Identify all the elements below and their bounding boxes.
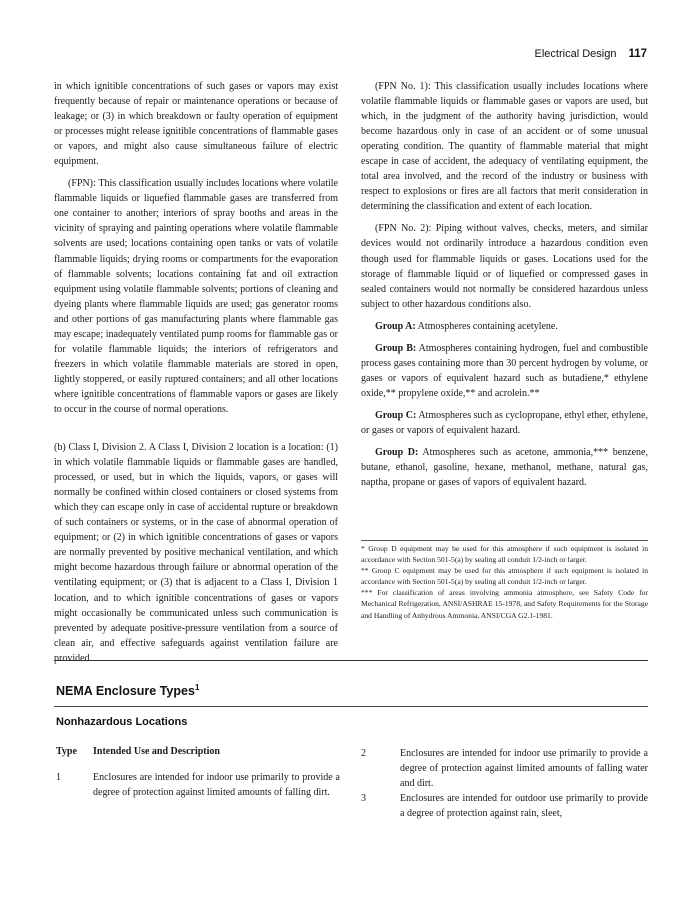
table-header-description: Intended Use and Description [93,746,220,757]
footnote-divider [361,540,648,541]
section-subtitle: Nonhazardous Locations [56,716,188,728]
group-label: Group C: [375,409,417,421]
fpn-2-paragraph: (FPN No. 2): Piping without valves, checks, meters, and similar devices would not ordinarily introduce a hazardous condition even though used for flammable liquids or gases. Locations used for the storage of flammable liquid or of liquefied or compressed gases in sealed containers would not normally be considered hazardous unless subject to other hazardous conditions also. [361,223,648,310]
footnotes [361,543,648,621]
section-top-rule [54,660,648,661]
group-b-paragraph: Group B: Atmospheres containing hydrogen, fuel and combustible process gases containing more than 30 percent hydrogen by volume, or gases or vapors of equivalent hazard such as butadiene,* ethylene oxide,** propylene oxide,** and acrolein.** [361,342,648,399]
group-d-paragraph: Group D: Atmospheres such as acetone, ammonia,*** benzene, butane, ethanol, gasoline, hexane, methanol, methane, natural gas, naptha, propane or gases of vapors of equivalent hazard. [361,447,648,489]
row-type: 3 [361,793,366,804]
left-column [54,79,338,666]
footnote: ** Group C equipment may be used for this atmosphere if such equipment is isolated in accordance with Section 501-5(a) by sealing all conduit 1/2-inch or larger. [361,566,648,587]
section-mid-rule [54,706,648,707]
fpn-paragraph: (FPN): This classification usually includes locations where volatile flammable liquids or liquefied flammable gases are transferred from one container to another; interiors of spray booths and areas in the vicinity of spraying and painting operations where volatile flammable solvents are used; locations containing open tanks or vats of volatile flammable liquids; drying rooms or compartments for the evaporation of flammable solvents; locations containing fat and oil extraction equipment using volatile flammable solvents; portions of cleaning and dyeing plants where flammable liquids are used; gas generator rooms and other portions of gas manufacturing plants where flammable gas may escape; inadequately ventilated pump rooms for flammable gas or for volatile flammable liquids; the interiors of refrigerators and freezers in which volatile flammable materials are stored in open, lightly stoppered, or easily ruptured containers; and all other locations where ignitible concentrations of flammable vapors or gases are likely to occur in the course of normal operations. [54,178,338,415]
page-number: 117 [628,48,647,60]
row-description: Enclosures are intended for indoor use primarily to provide a degree of protection against limited amounts of falling dirt. [93,772,340,799]
footnote-ref: 1 [194,683,200,692]
group-a-paragraph: Group A: Atmospheres containing acetylene. [375,320,558,332]
running-header [535,48,647,60]
row-type: 2 [361,748,366,759]
paragraph: in which ignitible concentrations of such gases or vapors may exist frequently because of repair or maintenance operations or because of leakage; or (3) in which breakdown or faulty operation of equipment or processes might release ignitible concentrations of flammable gases or vapors, and might also cause simultaneous failure of electric equipment. [54,81,338,168]
footnote: *** For classification of areas involving ammonia atmosphere, see Safety Code for Mechanical Refrigeration, ANSI/ASHRAE 15-1978, and Safety Requirements for the Storage and Handling of Anhydrous Ammonia, ANSI/CGA G2.1-1981. [361,588,648,620]
table-header-type: Type [56,746,77,757]
group-label: Group A: [375,320,416,332]
right-column [361,79,648,490]
footnote: * Group D equipment may be used for this atmosphere if such equipment is isolated in accordance with Section 501-5(a) by sealing all conduit 1/2-inch or larger. [361,544,648,565]
row-description: Enclosures are intended for outdoor use primarily to provide a degree of protection against rain, sleet, [400,793,648,820]
class-i-division-2-paragraph: (b) Class I, Division 2. A Class I, Division 2 location is a location: (1) in which volatile flammable liquids or flammable gases are handled, processed, or used, but in which the liquids, vapors, or gases will normally be confined within closed containers or closed systems from which they can escape only in case of accidental rupture or breakdown of such containers or systems, or in the case of abnormal operation of equipment; or (2) in which ignitible concentrations of gases or vapors are normally prevented by positive mechanical ventilation, and which might become hazardous through failure or abnormal operation of the ventilating equipment; or (3) that is adjacent to a Class I, Division 1 location, and to which ignitible concentrations of gases or vapors might occasionally be communicated unless such communication is prevented by adequate positive-pressure ventilation from a source of clean air, and effective safeguards against ventilation failure are provided. [54,442,338,664]
section-title: NEMA Enclosure Types$^1$ [56,683,200,699]
header-section-title: Electrical Design [534,48,617,60]
row-description: Enclosures are intended for indoor use primarily to provide a degree of protection against limited amounts of falling water and dirt. [400,748,648,790]
fpn-1-paragraph: (FPN No. 1): This classification usually includes locations where volatile flammable liquids or flammable gases or vapors are used, but which, in the judgment of the authority having jurisdiction, would become hazardous only in case of an accident or of some unusual operating condition. The quantity of flammable material that might escape in case of accident, the adequacy of ventilating equipment, the total area involved, and the record of the industry or business with respect to explosions or fires are all factors that merit consideration in determining the classification and extent of each location. [361,81,648,213]
group-label: Group B: [375,342,417,354]
row-type: 1 [56,772,61,783]
group-c-paragraph: Group C: Atmospheres such as cyclopropane, ethyl ether, ethylene, or gases or vapors of equivalent hazard. [361,409,648,436]
group-label: Group D: [375,447,419,459]
